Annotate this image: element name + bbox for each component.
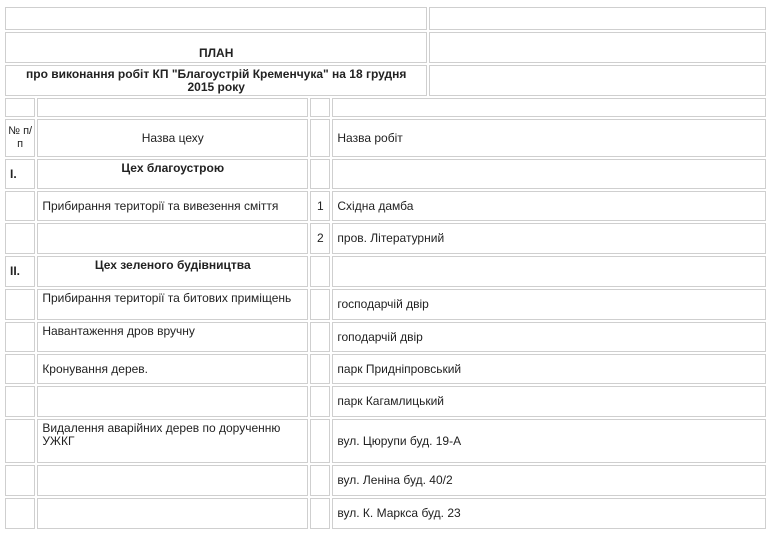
table-row — [5, 191, 766, 221]
column-header-number: № п/п — [5, 119, 35, 157]
index-cell — [310, 465, 330, 496]
empty-cell — [429, 65, 766, 96]
empty-cell — [5, 465, 35, 496]
task-cell: Навантаження дров вручну — [37, 322, 308, 352]
empty-cell — [310, 98, 330, 117]
table-row — [5, 223, 766, 254]
location-cell: вул. К. Маркса буд. 23 — [332, 498, 766, 529]
table-row — [5, 465, 766, 496]
task-cell: Прибирання території та вивезення сміття — [37, 191, 308, 221]
empty-cell — [332, 256, 766, 287]
empty-cell — [5, 354, 35, 384]
index-cell — [310, 386, 330, 417]
location-cell: вул. Цюрупи буд. 19-А — [332, 419, 766, 463]
empty-top-row — [5, 7, 766, 30]
index-cell — [310, 289, 330, 320]
subtitle-line-1: про виконання робіт КП "Благоустрій Кременчука" на 18 грудня — [25, 66, 407, 81]
task-cell — [37, 223, 308, 254]
empty-cell — [310, 119, 330, 157]
plan-table — [3, 5, 768, 531]
section-name: Цех зеленого будівництва — [37, 256, 308, 287]
index-cell: 1 — [310, 191, 330, 221]
column-header-works: Назва робіт — [332, 119, 766, 157]
task-cell — [37, 386, 308, 417]
empty-cell — [5, 419, 35, 463]
table-row — [5, 322, 766, 352]
empty-cell — [5, 289, 35, 320]
empty-cell — [332, 159, 766, 189]
task-cell: Кронування дерев. — [37, 354, 308, 384]
section-row — [5, 256, 766, 287]
section-name: Цех благоустрою — [37, 159, 308, 189]
location-cell: парк Кагамлицький — [332, 386, 766, 417]
table-row — [5, 289, 766, 320]
page-title: ПЛАН — [5, 32, 427, 63]
location-cell: вул. Леніна буд. 40/2 — [332, 465, 766, 496]
index-cell — [310, 322, 330, 352]
empty-cell — [5, 7, 427, 30]
task-cell: Прибирання території та битових приміщень — [37, 289, 308, 320]
table-row — [5, 498, 766, 529]
empty-cell — [5, 322, 35, 352]
plan-document — [3, 5, 768, 531]
section-row — [5, 159, 766, 189]
location-cell: парк Придніпровський — [332, 354, 766, 384]
column-header-row — [5, 119, 766, 157]
empty-cell — [5, 191, 35, 221]
empty-cell — [37, 98, 308, 117]
empty-cell — [429, 7, 766, 30]
task-cell — [37, 465, 308, 496]
table-row — [5, 354, 766, 384]
empty-cell — [310, 256, 330, 287]
task-cell — [37, 498, 308, 529]
task-cell: Видалення аварійних дерев по дорученню УЖКГ — [37, 419, 308, 463]
location-cell: Східна дамба — [332, 191, 766, 221]
empty-row — [5, 98, 766, 117]
empty-cell — [5, 498, 35, 529]
index-cell — [310, 498, 330, 529]
index-cell — [310, 419, 330, 463]
title-row — [5, 32, 766, 63]
table-row — [5, 419, 766, 463]
page-subtitle — [5, 65, 427, 96]
section-number: II. — [5, 256, 35, 287]
location-cell: господарчій двір — [332, 289, 766, 320]
section-number: I. — [5, 159, 35, 189]
empty-cell — [5, 386, 35, 417]
empty-cell — [5, 223, 35, 254]
index-cell: 2 — [310, 223, 330, 254]
index-cell — [310, 354, 330, 384]
subtitle-line-2: 2015 року — [187, 79, 245, 94]
column-header-workshop: Назва цеху — [37, 119, 308, 157]
empty-cell — [5, 98, 35, 117]
empty-cell — [310, 159, 330, 189]
location-cell: гоподарчій двір — [332, 322, 766, 352]
subtitle-row — [5, 65, 766, 96]
table-row — [5, 386, 766, 417]
empty-cell — [429, 32, 766, 63]
location-cell: пров. Літературний — [332, 223, 766, 254]
empty-cell — [332, 98, 766, 117]
